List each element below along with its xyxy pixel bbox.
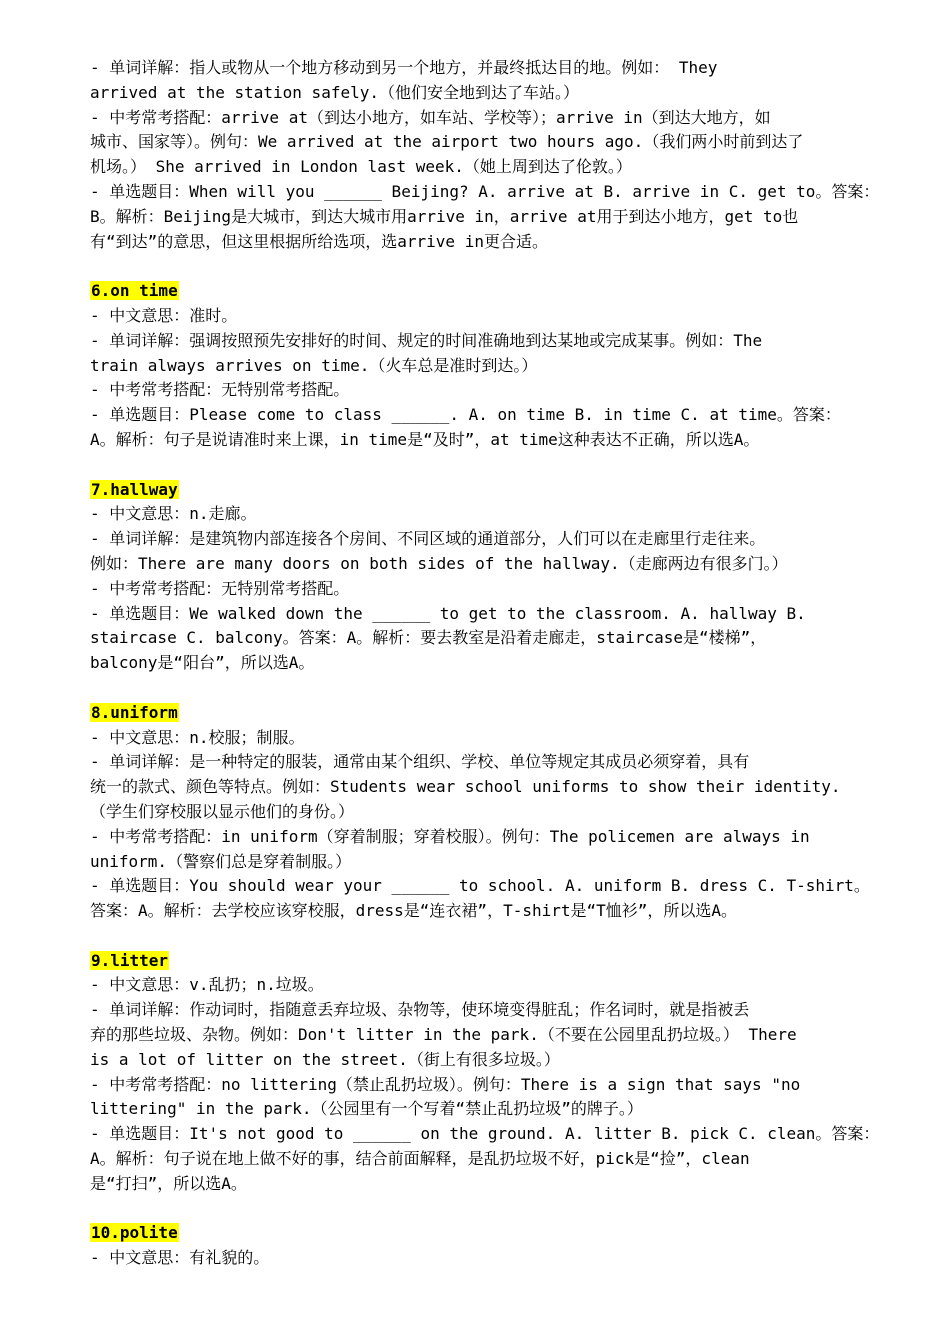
text-line: - 单词详解：是一种特定的服装，通常由某个组织、学校、单位等规定其成员必须穿着，具有 (90, 752, 750, 772)
section-heading: 6.on time (91, 281, 178, 301)
text-line: - 中文意思：有礼貌的。 (90, 1248, 270, 1268)
text-line: 例如：There are many doors on both sides of the hallway.（走廊两边有很多门。） (90, 553, 788, 573)
text-line: - 中文意思：n.走廊。 (90, 504, 257, 524)
section-litter (90, 949, 902, 1197)
text-line: uniform.（警察们总是穿着制服。） (90, 851, 352, 871)
text-line: 城市、国家等）。例句：We arrived at the airport two hours ago.（我们两小时前到达了 (90, 132, 804, 152)
text-line: balcony是“阳台”，所以选A。 (90, 653, 315, 673)
text-line: - 中考常考搭配：no littering（禁止乱扔垃圾）。例句：There is a sign that says "no (90, 1074, 801, 1094)
text-line: A。解析：句子是说请准时来上课，in time是“及时”，at time这种表达不正确，所以选A。 (90, 429, 760, 449)
text-line: littering" in the park.（公园里有一个写着“禁止乱扔垃圾”的牌子。） (90, 1099, 643, 1119)
text-line: - 单词详解：作动词时，指随意丢弃垃圾、杂物等，使环境变得脏乱；作名词时，就是指被丢 (90, 1000, 750, 1020)
text-line: - 单词详解：是建筑物内部连接各个房间、不同区域的通道部分，人们可以在走廊里行走往来。 (90, 529, 766, 549)
section-heading: 7.hallway (91, 479, 178, 499)
text-line: - 单词详解：强调按照预先安排好的时间、规定的时间准确地到达某地或完成某事。例如：The (90, 330, 763, 350)
text-line: 有“到达”的意思，但这里根据所给选项，选arrive in更合适。 (90, 231, 548, 251)
text-line: - 单选题目：Please come to class ______. A. on time B. in time C. at time。答案： (90, 405, 841, 425)
text-line: - 中考常考搭配：无特别常考搭配。 (90, 380, 350, 400)
text-line: train always arrives on time.（火车总是准时到达。） (90, 355, 538, 375)
text-line: staircase C. balcony。答案：A。解析：要去教室是沿着走廊走，staircase是“楼梯”， (90, 628, 767, 648)
text-line: arrived at the station safely.（他们安全地到达了车站。） (90, 82, 579, 102)
text-line: - 中文意思：准时。 (90, 305, 238, 325)
intro-block (90, 56, 902, 254)
document-page (90, 56, 902, 1271)
text-line: - 中文意思：v.乱扔；n.垃圾。 (90, 975, 324, 995)
text-line: - 单词详解：指人或物从一个地方移动到另一个地方，并最终抵达目的地。例如： They (90, 58, 718, 77)
section-on-time (90, 279, 902, 453)
text-line: （学生们穿校服以显示他们的身份。） (90, 801, 355, 821)
text-line: - 单选题目：You should wear your ______ to school. A. uniform B. dress C. T-shirt。 (90, 876, 870, 896)
section-hallway (90, 478, 902, 676)
section-polite (90, 1221, 902, 1271)
text-line: - 中考常考搭配：无特别常考搭配。 (90, 578, 350, 598)
text-line: 机场。） She arrived in London last week.（她上周到达了伦敦。） (90, 157, 632, 177)
text-line: 答案：A。解析：去学校应该穿校服，dress是“连衣裙”，T-shirt是“T恤衫”，所以选A。 (90, 901, 738, 921)
section-heading: 10.polite (91, 1223, 178, 1243)
text-line: 是“打扫”，所以选A。 (90, 1173, 247, 1193)
text-line: A。解析：句子说在地上做不好的事，结合前面解释，是乱扔垃圾不好，pick是“捡”，clean (90, 1149, 750, 1169)
section-heading: 9.litter (91, 950, 169, 970)
text-line: - 中考常考搭配：arrive at（到达小地方，如车站、学校等）；arrive in（到达大地方，如 (90, 107, 771, 127)
text-line: 统一的款式、颜色等特点。例如：Students wear school uniforms to show their identity. (90, 777, 841, 797)
text-line: - 中考常考搭配：in uniform（穿着制服；穿着校服）。例句：The policemen are always in (90, 826, 810, 846)
section-heading: 8.uniform (91, 702, 178, 722)
text-line: - 单选题目：We walked down the ______ to get to the classroom. A. hallway B. (90, 603, 806, 623)
section-uniform (90, 701, 902, 924)
text-line: - 中文意思：n.校服；制服。 (90, 727, 305, 747)
text-line: B。解析：Beijing是大城市，到达大城市用arrive in，arrive at用于到达小地方，get to也 (90, 206, 799, 226)
text-line: - 单选题目：When will you ______ Beijing? A. arrive at B. arrive in C. get to。答案： (90, 181, 880, 201)
text-line: is a lot of litter on the street.（街上有很多垃圾。） (90, 1049, 560, 1069)
text-line: - 单选题目：It's not good to ______ on the ground. A. litter B. pick C. clean。答案： (90, 1124, 880, 1144)
text-line: 弃的那些垃圾、杂物。例如：Don't litter in the park.（不要在公园里乱扔垃圾。） There (90, 1025, 797, 1045)
